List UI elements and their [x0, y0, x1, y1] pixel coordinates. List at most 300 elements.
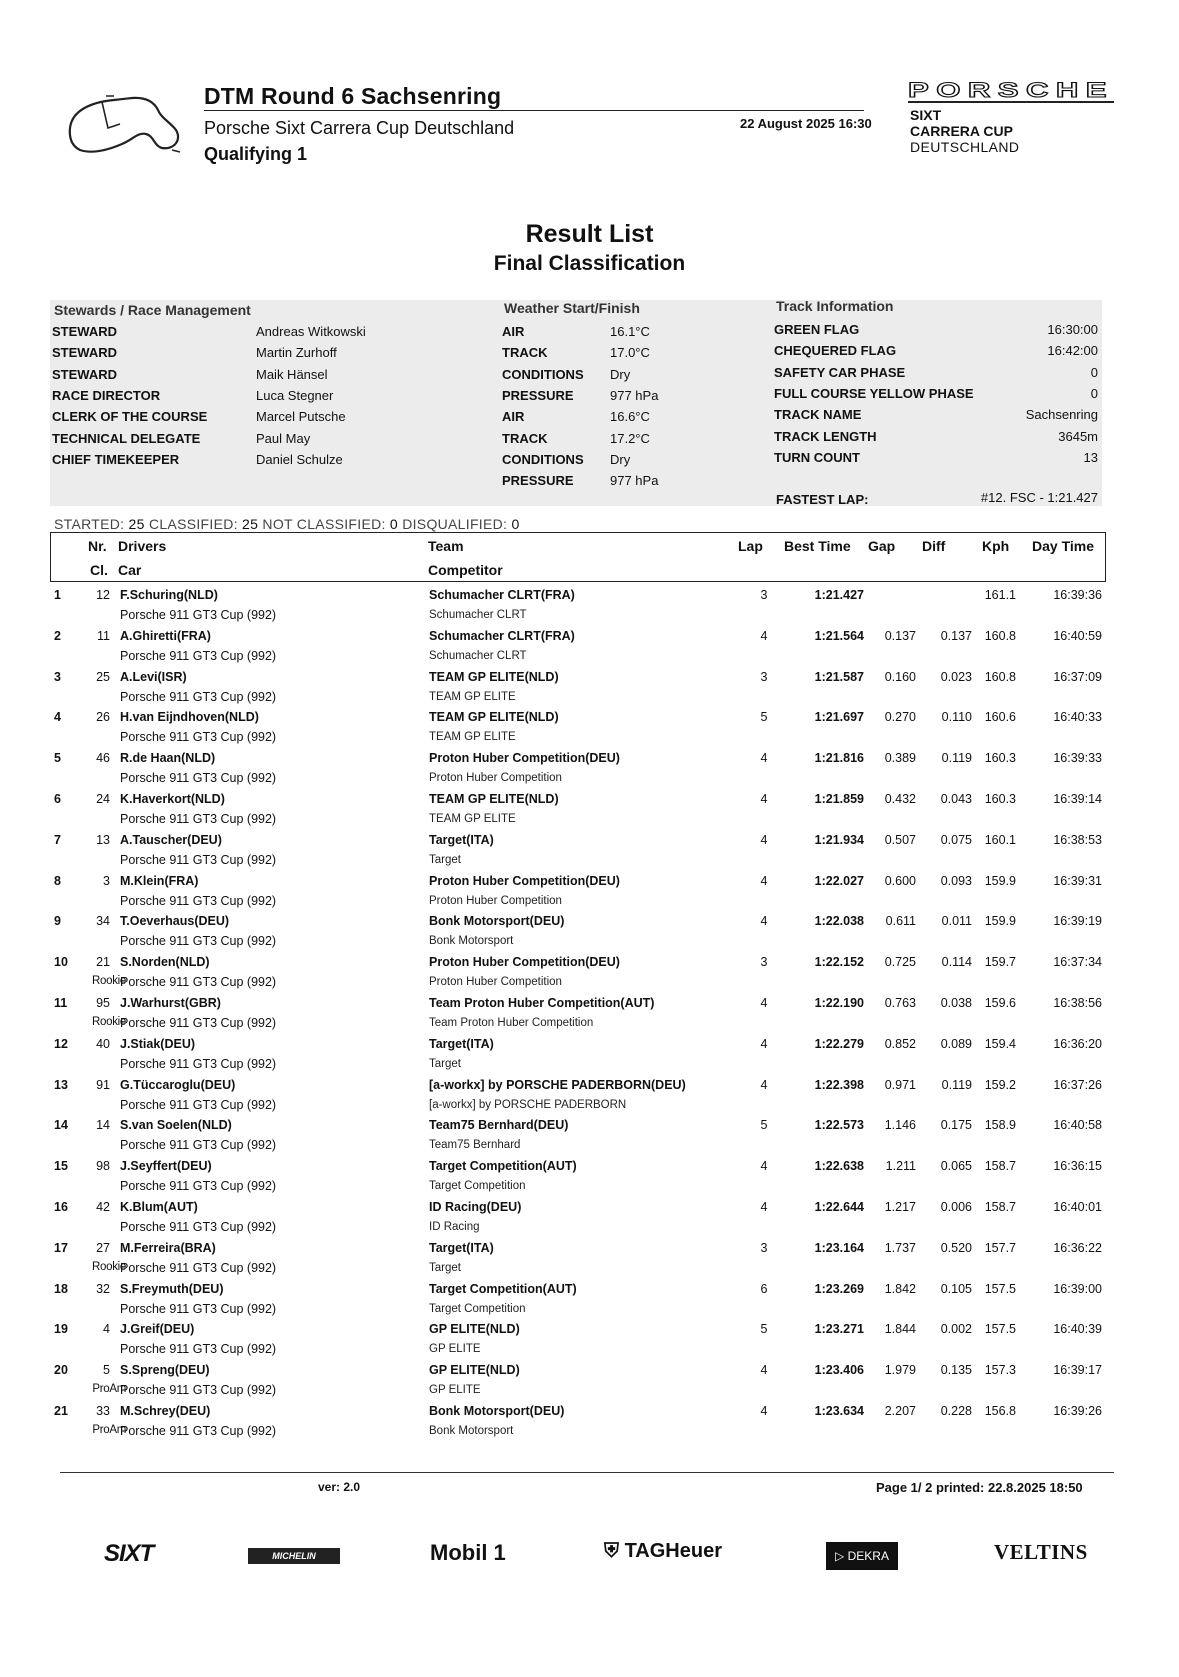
steward-name: Maik Hänsel — [256, 366, 328, 382]
row-driver: A.Tauscher(DEU) — [120, 832, 222, 847]
row-position: 4 — [54, 710, 61, 725]
row-driver: S.van Soelen(NLD) — [120, 1118, 232, 1133]
col-lap: Lap — [738, 538, 763, 554]
row-competitor: Bonk Motorsport — [429, 935, 514, 948]
weather-value: Dry — [610, 451, 631, 467]
sponsor-tagheuer — [604, 1540, 722, 1563]
row-team: TEAM GP ELITE(NLD) — [429, 669, 559, 684]
row-laps: 4 — [760, 873, 768, 888]
row-competitor: TEAM GP ELITE — [429, 731, 516, 744]
row-gap: 1.217 — [884, 1200, 916, 1214]
row-car-number: 40 — [96, 1036, 110, 1051]
row-position: 18 — [54, 1281, 68, 1296]
series-name: Porsche Sixt Carrera Cup Deutschland — [204, 118, 515, 138]
row-kph: 159.2 — [984, 1077, 1016, 1092]
row-laps: 3 — [760, 955, 768, 970]
row-driver: F.Schuring(NLD) — [120, 588, 218, 602]
row-kph: 160.8 — [984, 669, 1016, 684]
row-team: Proton Huber Competition(DEU) — [429, 955, 620, 970]
row-car-number: 46 — [96, 751, 110, 766]
row-team: Bonk Motorsport(DEU) — [429, 914, 565, 929]
weather-value: 977 hPa — [610, 473, 659, 489]
row-car-number: 12 — [96, 588, 110, 602]
track-key: TURN COUNT — [774, 449, 860, 465]
row-team: TEAM GP ELITE(NLD) — [429, 710, 559, 725]
row-kph: 159.9 — [984, 914, 1016, 929]
row-diff: 0.228 — [940, 1404, 972, 1418]
col-kph: Kph — [982, 538, 1010, 554]
row-diff: 0.038 — [940, 996, 972, 1010]
row-team: Schumacher CLRT(FRA) — [429, 588, 575, 602]
row-position: 11 — [54, 996, 68, 1010]
row-best-time: 1:21.934 — [814, 832, 864, 847]
row-gap: 0.389 — [884, 751, 916, 766]
document-subtitle: Final Classification — [493, 252, 686, 275]
row-car-number: 13 — [96, 832, 110, 847]
fastest-lap-label: FASTEST LAP: — [776, 492, 869, 507]
row-gap: 0.852 — [884, 1036, 916, 1051]
row-kph: 158.7 — [984, 1159, 1016, 1174]
col-car: Car — [118, 562, 142, 578]
row-kph: 160.1 — [984, 832, 1016, 847]
row-car: Porsche 911 GT3 Cup (992) — [120, 1016, 277, 1030]
row-car-number: 32 — [96, 1281, 110, 1296]
row-car-number: 14 — [96, 1118, 110, 1133]
row-competitor: Schumacher CLRT — [429, 649, 527, 662]
fastest-lap-value: #12. FSC - 1:21.427 — [980, 490, 1098, 505]
row-position: 19 — [54, 1322, 68, 1337]
row-team: TEAM GP ELITE(NLD) — [429, 792, 559, 806]
classification-summary — [54, 516, 520, 532]
row-position: 14 — [54, 1118, 68, 1133]
row-car: Porsche 911 GT3 Cup (992) — [120, 689, 277, 704]
row-driver: S.Norden(NLD) — [120, 955, 210, 970]
classified-value: 25 — [242, 516, 259, 532]
brand-deutschland: DEUTSCHLAND — [910, 139, 1020, 155]
porsche-wordmark-text: PORSCHE — [908, 80, 1114, 100]
row-day-time: 16:39:26 — [1053, 1404, 1102, 1418]
row-laps: 4 — [760, 832, 768, 847]
row-day-time: 16:40:01 — [1053, 1200, 1102, 1214]
row-driver: S.Spreng(DEU) — [120, 1363, 210, 1378]
col-cl: Cl. — [90, 562, 108, 578]
row-kph: 158.9 — [984, 1118, 1016, 1133]
row-team: Target(ITA) — [429, 1036, 494, 1051]
row-competitor: Proton Huber Competition — [429, 894, 562, 907]
row-position: 15 — [54, 1159, 68, 1174]
row-kph: 157.3 — [984, 1363, 1016, 1378]
row-laps: 4 — [760, 1404, 768, 1418]
event-title: DTM Round 6 Sachsenring — [204, 83, 502, 109]
row-kph: 158.7 — [984, 1200, 1016, 1214]
row-gap: 0.971 — [884, 1077, 916, 1092]
row-car: Porsche 911 GT3 Cup (992) — [120, 934, 277, 949]
steward-name: Andreas Witkowski — [256, 324, 366, 339]
row-laps: 4 — [760, 628, 768, 643]
row-kph: 157.5 — [984, 1322, 1016, 1337]
row-gap: 1.211 — [885, 1159, 916, 1174]
row-day-time: 16:36:20 — [1053, 1036, 1102, 1051]
row-kph: 157.7 — [984, 1240, 1016, 1255]
row-diff: 0.093 — [940, 873, 972, 888]
porsche-wordmark — [908, 80, 1116, 100]
row-best-time: 1:21.587 — [814, 669, 864, 684]
row-car-number: 34 — [96, 914, 110, 929]
steward-name: Daniel Schulze — [256, 451, 343, 467]
row-car-number: 42 — [96, 1200, 110, 1214]
disqualified-value: 0 — [511, 516, 520, 532]
row-day-time: 16:39:00 — [1053, 1281, 1102, 1296]
row-best-time: 1:21.859 — [814, 792, 864, 806]
row-laps: 4 — [760, 1077, 768, 1092]
weather-key: CONDITIONS — [502, 451, 584, 467]
row-diff: 0.119 — [941, 751, 972, 766]
row-laps: 5 — [760, 1322, 768, 1337]
row-car-number: 33 — [96, 1404, 110, 1418]
row-best-time: 1:22.573 — [814, 1118, 864, 1133]
track-key: CHEQUERED FLAG — [774, 343, 897, 359]
row-team: Target(ITA) — [429, 832, 494, 847]
row-class: Rookie — [92, 1016, 126, 1028]
row-diff: 0.006 — [940, 1200, 972, 1214]
row-competitor: Team Proton Huber Competition — [429, 1017, 594, 1029]
row-diff: 0.110 — [941, 710, 972, 725]
row-day-time: 16:39:14 — [1053, 792, 1102, 806]
row-kph: 159.7 — [984, 955, 1016, 970]
row-diff: 0.114 — [941, 955, 972, 970]
row-gap: 1.146 — [884, 1118, 916, 1133]
footer-rule — [60, 1472, 1114, 1473]
row-kph: 161.1 — [984, 588, 1016, 602]
weather-key: CONDITIONS — [502, 366, 584, 382]
tagheuer-shield-icon: ⛨ — [604, 1540, 625, 1562]
track-key: TRACK LENGTH — [774, 428, 877, 444]
row-laps: 4 — [760, 996, 768, 1010]
row-car: Porsche 911 GT3 Cup (992) — [120, 1056, 277, 1071]
row-gap: 1.979 — [884, 1363, 916, 1378]
row-day-time: 16:39:19 — [1053, 914, 1102, 929]
row-diff: 0.175 — [940, 1118, 972, 1133]
row-day-time: 16:39:33 — [1053, 751, 1102, 766]
row-driver: G.Tüccaroglu(DEU) — [120, 1077, 236, 1092]
row-team: Schumacher CLRT(FRA) — [429, 628, 575, 643]
row-diff: 0.065 — [940, 1159, 972, 1174]
row-gap: 1.737 — [884, 1240, 916, 1255]
row-gap: 0.507 — [884, 832, 916, 847]
row-day-time: 16:36:22 — [1053, 1240, 1102, 1255]
track-heading: Track Information — [776, 298, 894, 314]
track-map-logo — [62, 88, 190, 164]
disqualified-label: DISQUALIFIED: — [402, 516, 508, 532]
row-car-number: 27 — [96, 1240, 110, 1255]
row-car: Porsche 911 GT3 Cup (992) — [120, 852, 277, 867]
steward-role: STEWARD — [52, 324, 117, 339]
row-best-time: 1:21.697 — [814, 710, 864, 725]
row-team: GP ELITE(NLD) — [429, 1363, 520, 1378]
steward-name: Marcel Putsche — [256, 409, 346, 425]
row-position: 12 — [54, 1036, 68, 1051]
row-laps: 6 — [760, 1281, 768, 1296]
row-position: 9 — [54, 914, 61, 929]
brand-sixt: SIXT — [910, 107, 942, 123]
row-car-number: 11 — [97, 628, 110, 643]
row-best-time: 1:21.427 — [814, 588, 864, 602]
row-diff: 0.043 — [940, 792, 972, 806]
row-driver: K.Haverkort(NLD) — [120, 792, 225, 806]
row-laps: 4 — [760, 1036, 768, 1051]
row-driver: A.Levi(ISR) — [120, 669, 187, 684]
row-competitor: TEAM GP ELITE — [429, 690, 516, 703]
row-team: [a-workx] by PORSCHE PADERBORN(DEU) — [429, 1077, 686, 1092]
row-best-time: 1:23.634 — [814, 1404, 864, 1418]
row-class: ProAm — [92, 1424, 126, 1436]
row-best-time: 1:22.027 — [814, 873, 864, 888]
row-day-time: 16:37:34 — [1053, 955, 1102, 970]
row-car: Porsche 911 GT3 Cup (992) — [120, 1220, 277, 1234]
header-rule — [204, 110, 864, 111]
version-label: ver: 2.0 — [318, 1480, 361, 1494]
row-laps: 4 — [760, 792, 768, 806]
row-position: 2 — [54, 628, 61, 643]
row-position: 10 — [54, 955, 68, 970]
row-team: GP ELITE(NLD) — [429, 1322, 520, 1337]
row-diff: 0.089 — [940, 1036, 972, 1051]
row-gap: 0.270 — [884, 710, 916, 725]
row-kph: 160.8 — [984, 628, 1016, 643]
row-day-time: 16:40:59 — [1053, 628, 1102, 643]
row-best-time: 1:23.269 — [814, 1281, 864, 1296]
row-position: 5 — [54, 751, 61, 766]
row-diff: 0.135 — [940, 1363, 972, 1378]
stewards-heading: Stewards / Race Management — [54, 302, 251, 318]
row-best-time: 1:22.398 — [814, 1077, 864, 1092]
row-gap: 0.160 — [884, 669, 916, 684]
row-diff: 0.011 — [941, 914, 972, 929]
row-driver: J.Greif(DEU) — [120, 1322, 195, 1337]
row-competitor: ID Racing — [429, 1221, 480, 1233]
row-car-number: 4 — [103, 1322, 110, 1337]
row-competitor: Team75 Bernhard — [429, 1139, 521, 1152]
document-title: Result List — [525, 220, 654, 248]
row-diff: 0.119 — [941, 1077, 972, 1092]
sponsor-mobil1: Mobil 1 — [430, 1540, 506, 1565]
not-classified-label: NOT CLASSIFIED: — [262, 516, 386, 532]
row-car: Porsche 911 GT3 Cup (992) — [120, 812, 277, 826]
col-day-time: Day Time — [1032, 538, 1094, 554]
row-driver: M.Ferreira(BRA) — [120, 1240, 216, 1255]
row-kph: 157.5 — [984, 1281, 1016, 1296]
weather-key: TRACK — [502, 345, 548, 361]
row-position: 20 — [54, 1363, 68, 1378]
row-gap: 0.611 — [885, 914, 916, 929]
row-day-time: 16:40:33 — [1053, 710, 1102, 725]
track-key: FULL COURSE YELLOW PHASE — [774, 385, 974, 401]
row-day-time: 16:38:56 — [1053, 996, 1102, 1010]
row-gap: 1.844 — [884, 1322, 916, 1337]
row-best-time: 1:23.164 — [814, 1240, 864, 1255]
dekra-arrow-icon: ▷ — [835, 1549, 848, 1563]
row-car: Porsche 911 GT3 Cup (992) — [120, 730, 277, 745]
row-car-number: 98 — [96, 1159, 110, 1174]
row-driver: M.Schrey(DEU) — [120, 1404, 211, 1418]
track-value: 0 — [1090, 385, 1098, 401]
row-best-time: 1:22.644 — [814, 1200, 864, 1214]
steward-role: STEWARD — [52, 345, 117, 361]
row-competitor: Target — [429, 853, 461, 866]
weather-value: 17.0°C — [610, 345, 650, 361]
weather-key: AIR — [502, 324, 525, 339]
sponsor-michelin: MICHELIN — [248, 1548, 340, 1564]
row-best-time: 1:23.406 — [814, 1363, 864, 1378]
row-laps: 3 — [760, 1240, 768, 1255]
track-value: Sachsenring — [1025, 407, 1098, 423]
row-gap: 0.725 — [884, 955, 916, 970]
track-value: 3645m — [1058, 428, 1098, 444]
steward-role: TECHNICAL DELEGATE — [52, 430, 201, 446]
weather-value: 977 hPa — [610, 387, 659, 403]
row-driver: J.Seyffert(DEU) — [120, 1159, 212, 1174]
row-position: 6 — [54, 792, 61, 806]
row-car-number: 21 — [96, 955, 110, 970]
row-kph: 156.8 — [984, 1404, 1016, 1418]
col-gap: Gap — [868, 538, 896, 554]
sponsor-tagheuer-text: TAGHeuer — [624, 1540, 722, 1562]
row-day-time: 16:36:15 — [1053, 1159, 1102, 1174]
row-kph: 159.9 — [984, 873, 1016, 888]
row-class: Rookie — [92, 975, 126, 988]
row-day-time: 16:40:58 — [1053, 1118, 1102, 1133]
row-car-number: 26 — [96, 710, 110, 725]
sponsor-veltins: VELTINS — [994, 1540, 1088, 1564]
row-laps: 4 — [760, 1159, 768, 1174]
steward-role: STEWARD — [52, 366, 117, 382]
row-diff: 0.023 — [940, 669, 972, 684]
row-position: 16 — [54, 1200, 68, 1214]
row-car-number: 25 — [96, 669, 110, 684]
row-car-number: 91 — [96, 1077, 110, 1092]
row-day-time: 16:37:09 — [1053, 669, 1102, 684]
row-laps: 3 — [760, 669, 768, 684]
row-team: Proton Huber Competition(DEU) — [429, 751, 620, 766]
row-best-time: 1:22.190 — [814, 996, 864, 1010]
row-car: Porsche 911 GT3 Cup (992) — [120, 975, 277, 990]
row-day-time: 16:39:36 — [1053, 588, 1102, 602]
row-kph: 160.3 — [984, 751, 1016, 766]
row-gap: 0.137 — [884, 628, 916, 643]
row-car-number: 3 — [103, 873, 110, 888]
row-team: Proton Huber Competition(DEU) — [429, 873, 620, 888]
brand-rule — [908, 101, 1114, 103]
row-car: Porsche 911 GT3 Cup (992) — [120, 608, 277, 622]
row-laps: 4 — [760, 1363, 768, 1378]
row-car: Porsche 911 GT3 Cup (992) — [120, 1260, 277, 1275]
row-competitor: Proton Huber Competition — [429, 772, 562, 785]
row-gap: 0.600 — [884, 873, 916, 888]
row-class: Rookie — [92, 1260, 126, 1273]
steward-role: RACE DIRECTOR — [52, 387, 161, 403]
sponsor-sixt: SIXT — [104, 1540, 154, 1567]
steward-name: Luca Stegner — [256, 387, 334, 403]
row-laps: 5 — [760, 710, 768, 725]
row-driver: R.de Haan(NLD) — [120, 751, 216, 766]
row-car-number: 24 — [96, 792, 110, 806]
sponsor-dekra-text: DEKRA — [847, 1549, 889, 1563]
weather-key: TRACK — [502, 430, 548, 446]
row-position: 7 — [54, 832, 61, 847]
track-value: 0 — [1090, 364, 1098, 380]
weather-value: 16.1°C — [610, 324, 650, 339]
row-day-time: 16:40:39 — [1053, 1322, 1102, 1337]
started-value: 25 — [128, 516, 145, 532]
table-header — [50, 532, 1106, 582]
row-diff: 0.105 — [940, 1281, 972, 1296]
classified-label: CLASSIFIED: — [148, 516, 238, 532]
row-position: 21 — [54, 1404, 68, 1418]
row-laps: 3 — [760, 588, 768, 602]
row-laps: 4 — [760, 914, 768, 929]
track-value: 13 — [1083, 449, 1098, 465]
weather-value: 16.6°C — [610, 409, 650, 425]
brand-carrera-cup: CARRERA CUP — [910, 123, 1013, 139]
row-class: ProAm — [92, 1383, 126, 1396]
col-team: Team — [428, 538, 464, 554]
started-label: STARTED: — [54, 516, 125, 532]
row-kph: 160.6 — [984, 710, 1016, 725]
row-competitor: Target — [429, 1057, 461, 1070]
row-diff: 0.075 — [940, 832, 972, 847]
row-driver: J.Warhurst(GBR) — [120, 996, 221, 1010]
track-key: SAFETY CAR PHASE — [774, 364, 906, 380]
weather-key: PRESSURE — [502, 473, 574, 489]
row-driver: K.Blum(AUT) — [120, 1200, 198, 1214]
weather-key: PRESSURE — [502, 387, 574, 403]
row-best-time: 1:23.271 — [814, 1322, 864, 1337]
row-day-time: 16:39:31 — [1053, 873, 1102, 888]
row-car: Porsche 911 GT3 Cup (992) — [120, 893, 277, 908]
row-day-time: 16:39:17 — [1053, 1363, 1102, 1378]
track-key: GREEN FLAG — [774, 322, 860, 337]
row-team: ID Racing(DEU) — [429, 1200, 522, 1214]
row-day-time: 16:38:53 — [1053, 832, 1102, 847]
weather-value: Dry — [610, 366, 631, 382]
row-laps: 5 — [760, 1118, 768, 1133]
row-kph: 160.3 — [984, 792, 1016, 806]
row-diff: 0.002 — [940, 1322, 972, 1337]
row-driver: M.Klein(FRA) — [120, 873, 199, 888]
row-laps: 4 — [760, 1200, 768, 1214]
row-competitor: Target — [429, 1261, 461, 1274]
col-competitor: Competitor — [428, 562, 503, 578]
row-best-time: 1:22.038 — [814, 914, 864, 929]
row-car: Porsche 911 GT3 Cup (992) — [120, 1342, 277, 1357]
row-car: Porsche 911 GT3 Cup (992) — [120, 1179, 277, 1194]
row-car-number: 5 — [103, 1363, 110, 1378]
row-car: Porsche 911 GT3 Cup (992) — [120, 771, 277, 786]
row-team: Target(ITA) — [429, 1240, 494, 1255]
row-car: Porsche 911 GT3 Cup (992) — [120, 1301, 277, 1316]
row-position: 8 — [54, 873, 61, 888]
row-gap: 0.432 — [884, 792, 916, 806]
col-nr: Nr. — [88, 538, 107, 554]
track-value: 16:30:00 — [1047, 322, 1098, 337]
sponsor-dekra — [826, 1542, 898, 1570]
weather-heading: Weather Start/Finish — [504, 300, 640, 316]
row-competitor: GP ELITE — [429, 1343, 481, 1356]
row-competitor: Bonk Motorsport — [429, 1425, 514, 1437]
row-best-time: 1:22.279 — [814, 1036, 864, 1051]
row-car: Porsche 911 GT3 Cup (992) — [120, 1383, 277, 1398]
row-day-time: 16:37:26 — [1053, 1077, 1102, 1092]
